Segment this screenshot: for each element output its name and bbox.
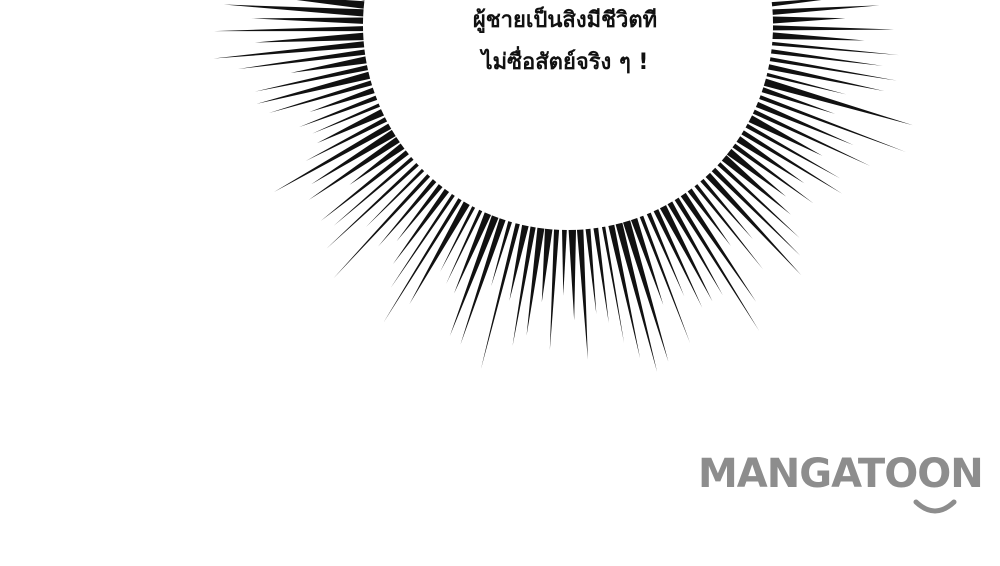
speed-line [450, 215, 499, 336]
speed-line [688, 189, 731, 246]
speed-line [773, 16, 846, 23]
speed-line [311, 130, 395, 184]
smile-curve-icon [912, 498, 958, 516]
watermark-text: MANGATOON [698, 451, 983, 497]
speed-line [722, 155, 791, 215]
speech-line-1: ผู้ชายเป็นสิงมีชีวิตที [472, 8, 658, 33]
speech-line-2: ไม่ซื่อสัตย์จริง ๆ ! [481, 50, 649, 75]
speed-line [334, 174, 431, 278]
speed-line [712, 168, 801, 256]
speed-line [640, 216, 690, 343]
speed-line [772, 5, 879, 14]
speed-line [397, 184, 443, 241]
speed-line [446, 210, 482, 284]
speed-line [238, 49, 365, 69]
speed-line [349, 143, 404, 184]
speed-line [214, 26, 363, 31]
speed-line [393, 189, 449, 264]
speed-line [224, 5, 364, 17]
speed-line [542, 229, 553, 303]
speed-line [647, 213, 684, 297]
speed-line [378, 179, 436, 246]
speed-line [569, 230, 576, 320]
speed-line [654, 209, 703, 307]
speed-line [384, 198, 462, 322]
speed-line [749, 115, 823, 155]
speed-line [255, 33, 364, 43]
speed-line [773, 25, 894, 30]
speed-line [562, 230, 567, 296]
speed-line [706, 173, 802, 275]
speed-line [586, 229, 597, 314]
speed-line [773, 32, 865, 40]
speed-line [454, 212, 491, 293]
speed-line [577, 229, 588, 359]
speed-line [251, 18, 363, 24]
speech-text [395, 0, 735, 84]
speed-line [550, 230, 559, 351]
speed-line [772, 0, 848, 6]
